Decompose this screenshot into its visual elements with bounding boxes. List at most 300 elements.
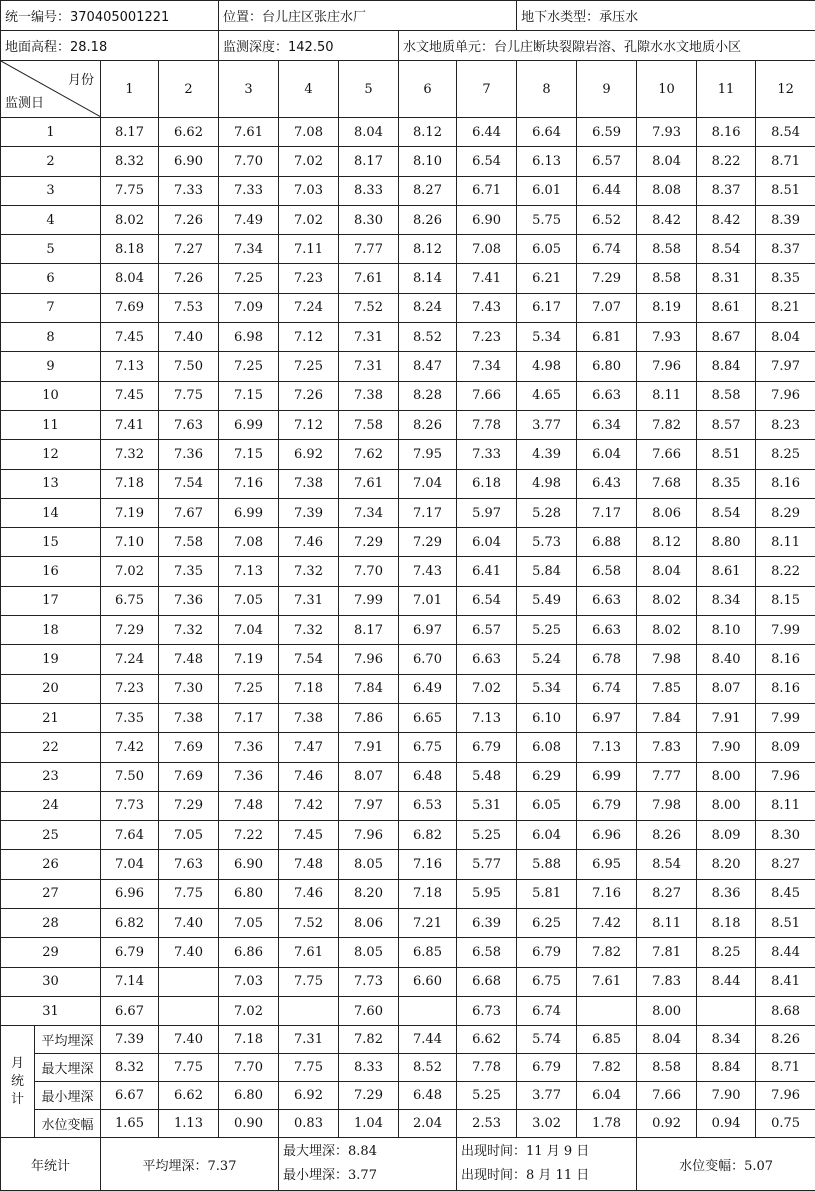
annual-range: 水位变幅：5.07	[637, 1138, 815, 1191]
depth-value-cell: 7.99	[756, 703, 815, 732]
depth-value-cell: 7.02	[279, 147, 339, 176]
depth-value-cell: 7.10	[101, 528, 159, 557]
depth-value-cell: 7.35	[159, 557, 219, 586]
month-header: 1	[101, 61, 159, 118]
depth-value-cell: 7.30	[159, 674, 219, 703]
stat-value-cell: 2.53	[457, 1110, 517, 1138]
depth-value-cell: 7.40	[159, 323, 219, 352]
stat-label: 平均埋深	[35, 1026, 101, 1054]
depth-value-cell: 8.34	[697, 586, 756, 615]
month-header: 6	[399, 61, 457, 118]
depth-value-cell: 7.18	[399, 879, 457, 908]
depth-value-cell: 7.45	[279, 821, 339, 850]
depth-value-cell: 8.31	[697, 264, 756, 293]
depth-value-cell: 7.09	[219, 293, 279, 322]
depth-value-cell: 7.02	[219, 996, 279, 1025]
table-row	[1, 616, 815, 645]
depth-value-cell: 8.17	[101, 118, 159, 147]
depth-value-cell: 7.31	[279, 586, 339, 615]
day-cell: 8	[1, 323, 101, 352]
depth-value-cell	[279, 996, 339, 1025]
depth-value-cell: 8.04	[637, 557, 697, 586]
day-cell: 15	[1, 528, 101, 557]
depth-value-cell: 8.11	[756, 791, 815, 820]
depth-value-cell: 7.50	[101, 762, 159, 791]
table-row	[1, 323, 815, 352]
table-row	[1, 762, 815, 791]
day-cell: 7	[1, 293, 101, 322]
table-row	[1, 147, 815, 176]
day-cell: 19	[1, 645, 101, 674]
depth-value-cell: 7.42	[279, 791, 339, 820]
depth-value-cell: 7.45	[101, 323, 159, 352]
depth-value-cell: 7.78	[457, 410, 517, 439]
depth-value-cell: 8.57	[697, 410, 756, 439]
depth-value-cell: 8.06	[637, 498, 697, 527]
day-cell: 4	[1, 205, 101, 234]
depth-value-cell: 6.44	[457, 118, 517, 147]
depth-value-cell: 5.75	[517, 205, 577, 234]
depth-value-cell: 5.31	[457, 791, 517, 820]
stat-value-cell: 7.82	[339, 1026, 399, 1054]
depth-value-cell: 8.09	[697, 821, 756, 850]
depth-value-cell: 7.26	[279, 381, 339, 410]
depth-value-cell: 7.25	[279, 352, 339, 381]
depth-value-cell: 7.61	[279, 938, 339, 967]
depth-value-cell: 7.36	[159, 440, 219, 469]
depth-value-cell: 7.96	[756, 381, 815, 410]
depth-value-cell: 8.11	[637, 381, 697, 410]
depth-value-cell: 8.04	[756, 323, 815, 352]
depth-value-cell: 6.68	[457, 967, 517, 996]
depth-value-cell: 7.99	[339, 586, 399, 615]
stat-value-cell: 8.58	[637, 1054, 697, 1082]
depth-value-cell: 6.88	[577, 528, 637, 557]
depth-value-cell: 7.32	[279, 616, 339, 645]
depth-value-cell: 8.30	[756, 821, 815, 850]
depth-value-cell: 8.05	[339, 850, 399, 879]
stat-value-cell: 0.83	[279, 1110, 339, 1138]
depth-value-cell: 7.63	[159, 410, 219, 439]
depth-value-cell: 7.38	[159, 703, 219, 732]
depth-value-cell: 7.53	[159, 293, 219, 322]
stat-value-cell: 5.74	[517, 1026, 577, 1054]
depth-value-cell: 6.25	[517, 909, 577, 938]
stat-value-cell: 8.04	[637, 1026, 697, 1054]
stat-value-cell: 6.67	[101, 1082, 159, 1110]
depth-value-cell: 8.04	[101, 264, 159, 293]
table-row	[1, 469, 815, 498]
depth-value-cell: 8.61	[697, 557, 756, 586]
depth-value-cell: 8.67	[697, 323, 756, 352]
depth-value-cell: 7.73	[339, 967, 399, 996]
depth-value-cell: 7.40	[159, 909, 219, 938]
depth-value-cell: 6.04	[457, 528, 517, 557]
depth-value-cell: 6.99	[219, 410, 279, 439]
day-cell: 20	[1, 674, 101, 703]
stat-value-cell: 8.32	[101, 1054, 159, 1082]
stat-label: 最大埋深	[35, 1054, 101, 1082]
day-cell: 25	[1, 821, 101, 850]
corner-day-label: 监测日	[5, 92, 44, 111]
depth-value-cell: 7.17	[577, 498, 637, 527]
depth-value-cell: 5.28	[517, 498, 577, 527]
depth-value-cell: 6.04	[577, 440, 637, 469]
depth-value-cell: 6.39	[457, 909, 517, 938]
monthly-stat-label-char: 月	[1, 1055, 34, 1073]
depth-value-cell: 7.48	[219, 791, 279, 820]
depth-value-cell: 8.24	[399, 293, 457, 322]
table-row	[1, 528, 815, 557]
day-cell: 26	[1, 850, 101, 879]
stat-value-cell: 7.66	[637, 1082, 697, 1110]
table-row	[1, 381, 815, 410]
depth-value-cell: 6.86	[219, 938, 279, 967]
stat-value-cell: 2.04	[399, 1110, 457, 1138]
depth-value-cell: 8.15	[756, 586, 815, 615]
depth-value-cell: 8.84	[697, 352, 756, 381]
depth-value-cell: 8.17	[339, 147, 399, 176]
depth-value-cell: 7.08	[457, 235, 517, 264]
depth-value-cell: 6.10	[517, 703, 577, 732]
depth-value-cell: 7.83	[637, 733, 697, 762]
depth-value-cell: 6.44	[577, 176, 637, 205]
depth-value-cell: 6.79	[517, 938, 577, 967]
depth-value-cell: 6.63	[457, 645, 517, 674]
depth-value-cell: 7.43	[457, 293, 517, 322]
day-cell: 3	[1, 176, 101, 205]
depth-value-cell: 6.79	[577, 791, 637, 820]
depth-value-cell: 7.52	[339, 293, 399, 322]
depth-value-cell: 6.82	[101, 909, 159, 938]
stat-value-cell: 8.33	[339, 1054, 399, 1082]
depth-value-cell: 7.18	[101, 469, 159, 498]
depth-value-cell: 7.68	[637, 469, 697, 498]
depth-value-cell: 6.74	[577, 674, 637, 703]
monthly-stat-label	[1, 1026, 35, 1138]
depth-value-cell: 7.15	[219, 440, 279, 469]
depth-value-cell: 7.03	[279, 176, 339, 205]
depth-value-cell: 4.98	[517, 469, 577, 498]
depth-value-cell: 8.05	[339, 938, 399, 967]
depth-value-cell: 8.58	[637, 235, 697, 264]
depth-value-cell: 7.67	[159, 498, 219, 527]
stat-value-cell: 8.84	[697, 1054, 756, 1082]
depth-value-cell: 7.24	[279, 293, 339, 322]
depth-value-cell: 7.75	[159, 381, 219, 410]
depth-value-cell: 8.58	[697, 381, 756, 410]
depth-value-cell: 6.80	[577, 352, 637, 381]
table-row	[1, 733, 815, 762]
depth-value-cell: 8.42	[697, 205, 756, 234]
depth-value-cell: 7.98	[637, 645, 697, 674]
depth-value-cell: 7.34	[219, 235, 279, 264]
monthly-stat-label-char: 计	[1, 1091, 34, 1109]
month-header: 4	[279, 61, 339, 118]
depth-value-cell: 8.27	[637, 879, 697, 908]
depth-value-cell: 8.21	[756, 293, 815, 322]
table-row	[1, 879, 815, 908]
month-header: 9	[577, 61, 637, 118]
depth-value-cell: 8.12	[399, 235, 457, 264]
depth-value-cell: 8.02	[101, 205, 159, 234]
depth-value-cell: 8.25	[697, 938, 756, 967]
depth-value-cell: 6.99	[577, 762, 637, 791]
depth-value-cell	[697, 996, 756, 1025]
annual-avg: 平均埋深：7.37	[101, 1138, 279, 1191]
depth-value-cell: 8.36	[697, 879, 756, 908]
depth-value-cell: 7.96	[339, 821, 399, 850]
table-row	[1, 410, 815, 439]
annual-times	[457, 1138, 637, 1191]
annual-min: 最小埋深：3.77	[283, 1164, 456, 1188]
stat-row	[1, 1110, 815, 1138]
depth-value-cell: 7.25	[219, 264, 279, 293]
depth-value-cell: 7.17	[399, 498, 457, 527]
depth-value-cell: 6.05	[517, 235, 577, 264]
depth-value-cell: 8.51	[697, 440, 756, 469]
depth-value-cell: 5.88	[517, 850, 577, 879]
depth-value-cell: 7.29	[399, 528, 457, 557]
depth-value-cell: 7.85	[637, 674, 697, 703]
depth-value-cell: 7.34	[457, 352, 517, 381]
depth-value-cell: 5.34	[517, 323, 577, 352]
day-cell: 22	[1, 733, 101, 762]
depth-value-cell: 6.98	[219, 323, 279, 352]
depth-value-cell: 7.33	[457, 440, 517, 469]
depth-value-cell: 6.92	[279, 440, 339, 469]
depth-value-cell: 5.84	[517, 557, 577, 586]
depth-value-cell: 8.68	[756, 996, 815, 1025]
depth-value-cell: 7.32	[159, 616, 219, 645]
month-header: 12	[756, 61, 815, 118]
depth-value-cell: 7.54	[159, 469, 219, 498]
depth-value-cell: 8.09	[756, 733, 815, 762]
depth-value-cell: 6.64	[517, 118, 577, 147]
depth-value-cell: 6.43	[577, 469, 637, 498]
table-row	[1, 996, 815, 1025]
depth-value-cell: 6.05	[517, 791, 577, 820]
stat-value-cell: 1.65	[101, 1110, 159, 1138]
depth-value-cell: 8.44	[697, 967, 756, 996]
depth-value-cell: 8.00	[697, 791, 756, 820]
depth-value-cell: 7.12	[279, 323, 339, 352]
depth-value-cell: 7.70	[339, 557, 399, 586]
depth-value-cell: 5.34	[517, 674, 577, 703]
depth-value-cell: 6.97	[399, 616, 457, 645]
depth-value-cell: 8.02	[637, 586, 697, 615]
hydrogeologic-unit: 水文地质单元：台儿庄断块裂隙岩溶、孔隙水水文地质小区	[399, 31, 815, 61]
day-cell: 2	[1, 147, 101, 176]
depth-value-cell: 7.19	[101, 498, 159, 527]
depth-value-cell: 8.17	[339, 616, 399, 645]
depth-value-cell: 6.08	[517, 733, 577, 762]
depth-value-cell: 6.54	[457, 586, 517, 615]
depth-value-cell: 8.37	[697, 176, 756, 205]
day-cell: 1	[1, 118, 101, 147]
stat-value-cell: 6.04	[577, 1082, 637, 1110]
depth-value-cell: 6.13	[517, 147, 577, 176]
depth-value-cell: 7.58	[339, 410, 399, 439]
annual-max-time: 出现时间：11 月 9 日	[461, 1140, 636, 1164]
day-cell: 28	[1, 909, 101, 938]
depth-value-cell: 6.90	[457, 205, 517, 234]
depth-value-cell: 7.84	[637, 703, 697, 732]
depth-value-cell: 7.33	[159, 176, 219, 205]
depth-value-cell: 8.29	[756, 498, 815, 527]
depth-value-cell: 8.16	[697, 118, 756, 147]
day-cell: 31	[1, 996, 101, 1025]
depth-value-cell: 6.53	[399, 791, 457, 820]
depth-value-cell: 7.21	[399, 909, 457, 938]
day-cell: 13	[1, 469, 101, 498]
depth-value-cell: 7.38	[279, 703, 339, 732]
depth-value-cell: 5.97	[457, 498, 517, 527]
depth-value-cell: 7.70	[219, 147, 279, 176]
stat-row	[1, 1082, 815, 1110]
depth-value-cell	[399, 996, 457, 1025]
depth-value-cell: 8.26	[637, 821, 697, 850]
depth-value-cell: 7.11	[279, 235, 339, 264]
depth-value-cell: 7.52	[279, 909, 339, 938]
depth-value-cell: 7.29	[577, 264, 637, 293]
depth-value-cell: 7.46	[279, 879, 339, 908]
depth-value-cell: 7.54	[279, 645, 339, 674]
stat-value-cell: 7.78	[457, 1054, 517, 1082]
stat-value-cell: 7.90	[697, 1082, 756, 1110]
depth-value-cell: 6.34	[577, 410, 637, 439]
depth-value-cell: 8.00	[697, 762, 756, 791]
stat-value-cell: 0.75	[756, 1110, 815, 1138]
table-row	[1, 498, 815, 527]
depth-value-cell: 5.77	[457, 850, 517, 879]
depth-value-cell: 8.44	[756, 938, 815, 967]
depth-value-cell: 7.96	[756, 762, 815, 791]
depth-value-cell: 7.31	[339, 352, 399, 381]
depth-value-cell: 7.46	[279, 528, 339, 557]
stat-label: 最小埋深	[35, 1082, 101, 1110]
depth-value-cell: 6.57	[457, 616, 517, 645]
depth-value-cell: 4.65	[517, 381, 577, 410]
month-header: 10	[637, 61, 697, 118]
month-header: 3	[219, 61, 279, 118]
depth-value-cell: 6.17	[517, 293, 577, 322]
depth-value-cell: 7.61	[577, 967, 637, 996]
depth-value-cell: 6.70	[399, 645, 457, 674]
depth-value-cell: 7.83	[637, 967, 697, 996]
stat-value-cell: 7.29	[339, 1082, 399, 1110]
depth-value-cell: 6.58	[457, 938, 517, 967]
table-row	[1, 176, 815, 205]
stat-value-cell: 6.48	[399, 1082, 457, 1110]
depth-value-cell: 8.02	[637, 616, 697, 645]
depth-value-cell: 6.18	[457, 469, 517, 498]
table-row	[1, 645, 815, 674]
day-cell: 29	[1, 938, 101, 967]
depth-value-cell: 6.67	[101, 996, 159, 1025]
depth-value-cell: 8.51	[756, 909, 815, 938]
stat-value-cell: 7.40	[159, 1026, 219, 1054]
depth-value-cell: 7.14	[101, 967, 159, 996]
stat-value-cell: 7.44	[399, 1026, 457, 1054]
depth-value-cell: 5.73	[517, 528, 577, 557]
day-cell: 17	[1, 586, 101, 615]
table-row	[1, 674, 815, 703]
depth-value-cell: 8.16	[756, 674, 815, 703]
depth-value-cell: 6.97	[577, 703, 637, 732]
annual-max: 最大埋深：8.84	[283, 1140, 456, 1164]
depth-value-cell: 8.37	[756, 235, 815, 264]
stat-value-cell: 6.92	[279, 1082, 339, 1110]
depth-value-cell: 7.02	[279, 205, 339, 234]
depth-value-cell: 8.14	[399, 264, 457, 293]
depth-value-cell: 6.60	[399, 967, 457, 996]
day-cell: 16	[1, 557, 101, 586]
depth-value-cell: 8.52	[399, 323, 457, 352]
stat-row	[1, 1026, 815, 1054]
depth-value-cell: 7.97	[756, 352, 815, 381]
table-row	[1, 703, 815, 732]
stat-value-cell: 6.79	[517, 1054, 577, 1082]
depth-value-cell: 7.69	[101, 293, 159, 322]
depth-value-cell: 7.22	[219, 821, 279, 850]
depth-value-cell: 8.12	[637, 528, 697, 557]
stat-row	[1, 1054, 815, 1082]
day-cell: 21	[1, 703, 101, 732]
depth-value-cell: 6.74	[577, 235, 637, 264]
stat-value-cell: 7.31	[279, 1026, 339, 1054]
depth-value-cell: 6.78	[577, 645, 637, 674]
depth-value-cell: 7.75	[159, 879, 219, 908]
stat-value-cell: 6.62	[159, 1082, 219, 1110]
station-id: 统一编号：370405001221	[1, 1, 219, 31]
table-row	[1, 850, 815, 879]
depth-value-cell: 8.61	[697, 293, 756, 322]
depth-value-cell: 6.71	[457, 176, 517, 205]
day-cell: 27	[1, 879, 101, 908]
depth-value-cell: 8.20	[339, 879, 399, 908]
depth-value-cell: 8.23	[756, 410, 815, 439]
depth-value-cell: 7.84	[339, 674, 399, 703]
depth-value-cell: 7.36	[159, 586, 219, 615]
depth-value-cell: 7.08	[279, 118, 339, 147]
depth-value-cell: 7.12	[279, 410, 339, 439]
stat-value-cell: 8.52	[399, 1054, 457, 1082]
table-row	[1, 557, 815, 586]
depth-value-cell: 6.65	[399, 703, 457, 732]
day-cell: 5	[1, 235, 101, 264]
depth-value-cell: 7.23	[457, 323, 517, 352]
stat-label: 水位变幅	[35, 1110, 101, 1138]
month-header: 5	[339, 61, 399, 118]
depth-value-cell: 8.35	[697, 469, 756, 498]
depth-value-cell: 8.11	[637, 909, 697, 938]
depth-value-cell: 7.48	[279, 850, 339, 879]
depth-value-cell: 7.08	[219, 528, 279, 557]
depth-value-cell: 8.16	[756, 469, 815, 498]
day-cell: 18	[1, 616, 101, 645]
depth-value-cell: 3.77	[517, 410, 577, 439]
depth-value-cell: 6.95	[577, 850, 637, 879]
month-header: 11	[697, 61, 756, 118]
station-location: 位置：台儿庄区张庄水厂	[219, 1, 517, 31]
table-row	[1, 586, 815, 615]
depth-value-cell: 7.69	[159, 733, 219, 762]
depth-value-cell: 7.23	[279, 264, 339, 293]
depth-value-cell: 7.01	[399, 586, 457, 615]
stat-value-cell: 3.77	[517, 1082, 577, 1110]
depth-value-cell: 7.47	[279, 733, 339, 762]
